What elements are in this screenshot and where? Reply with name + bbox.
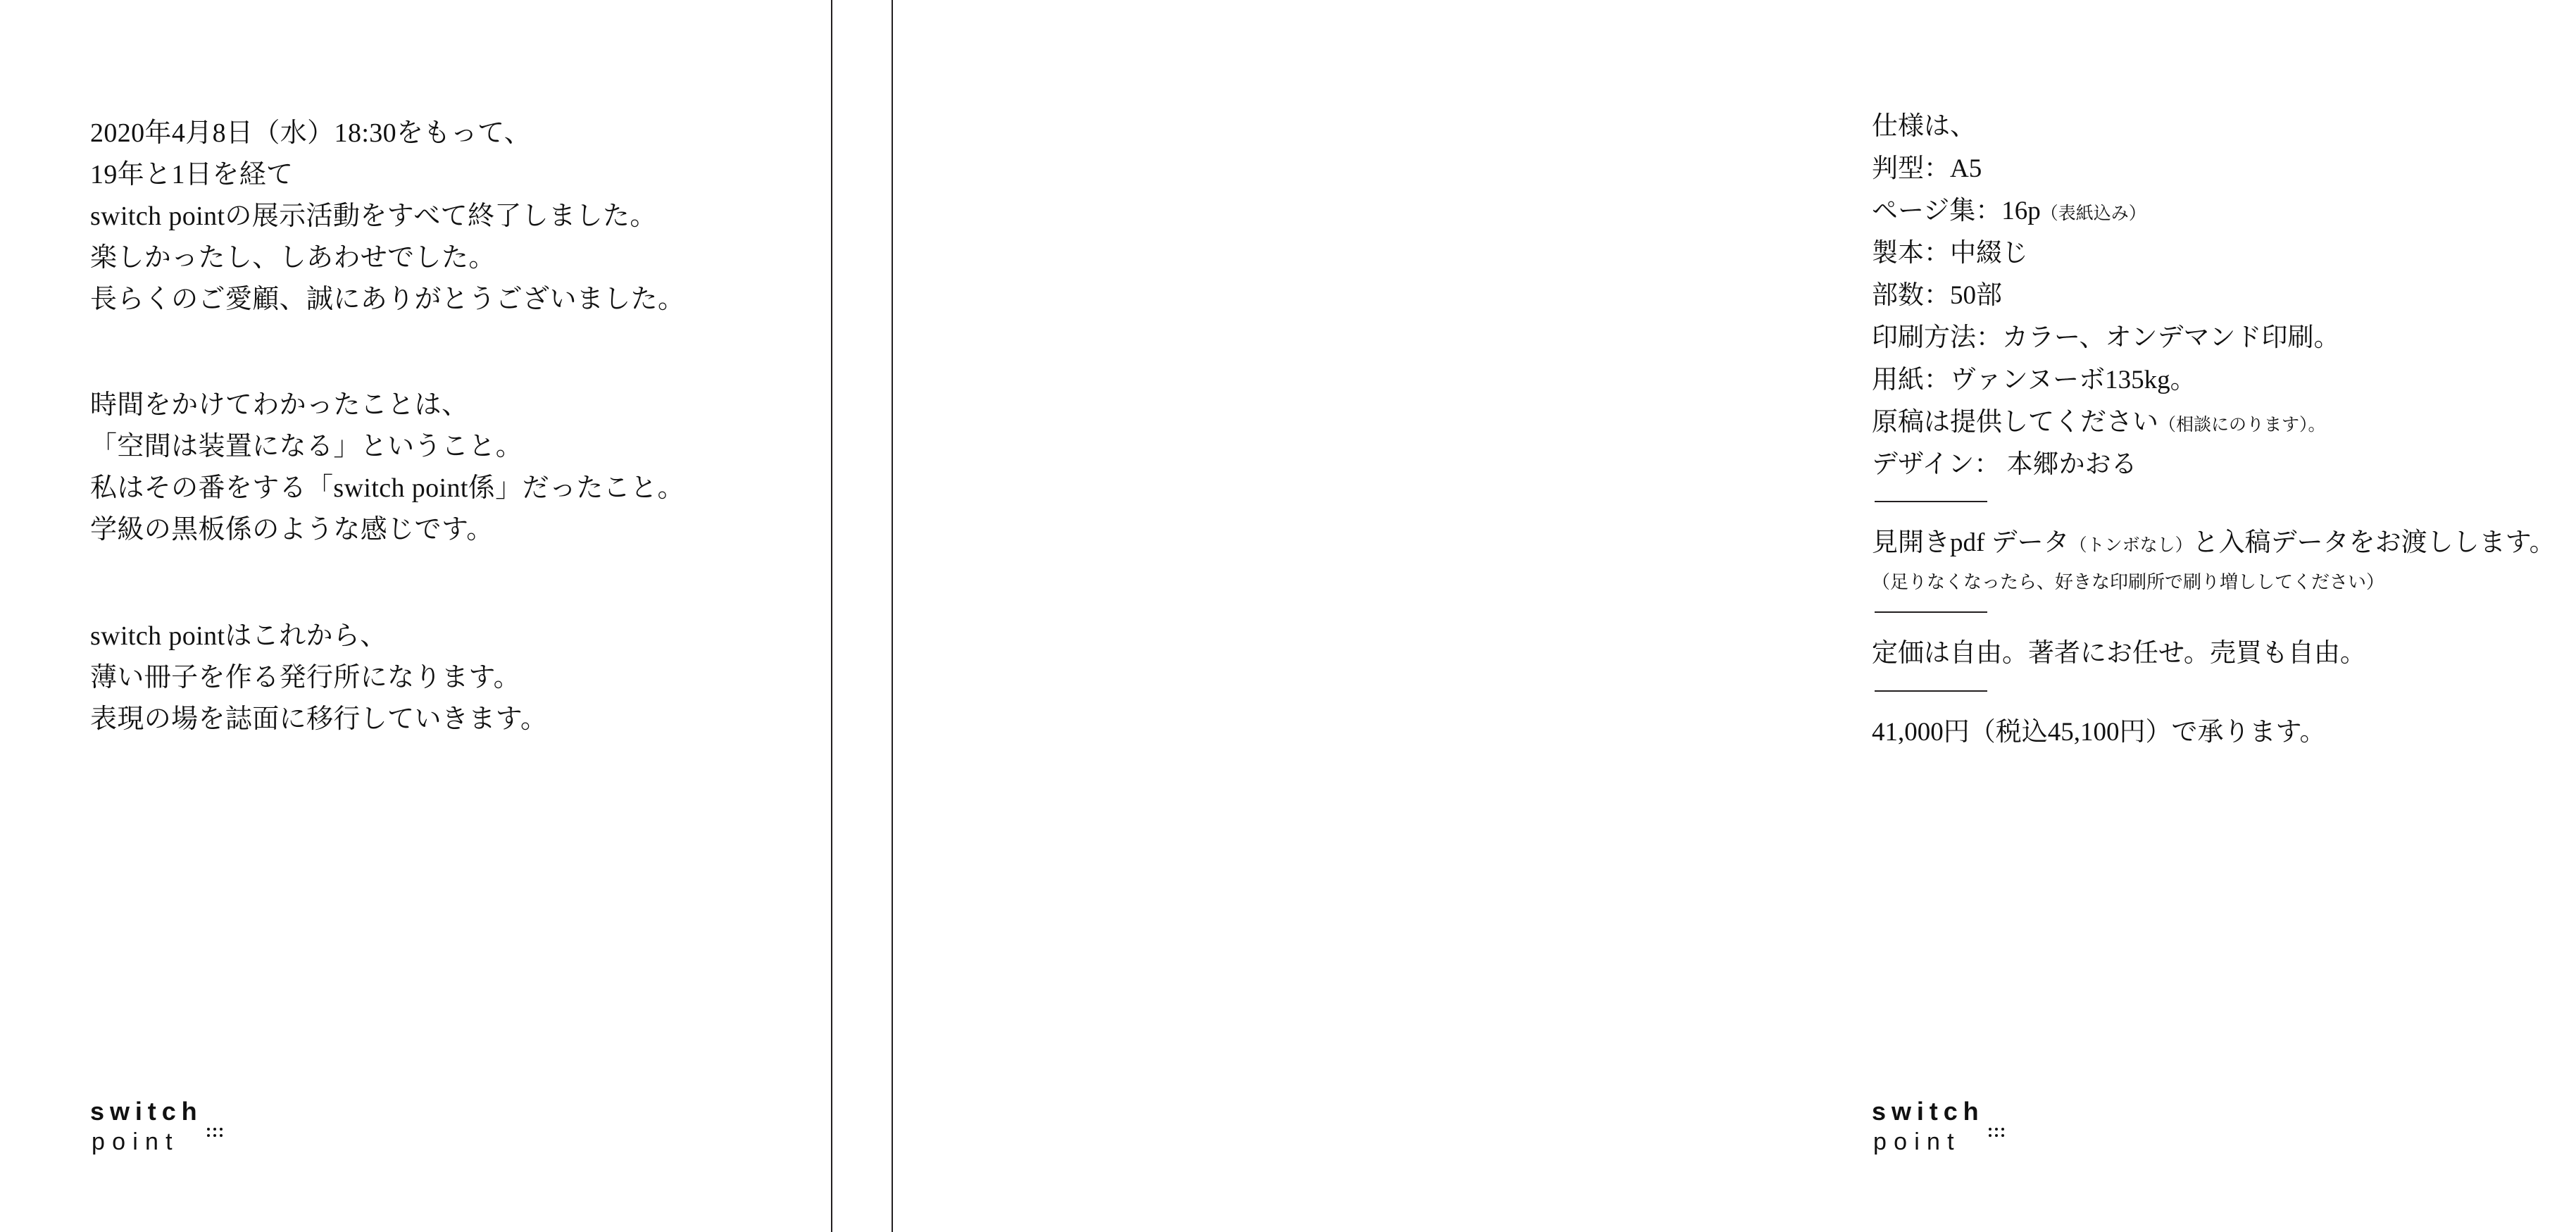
logo-switch-point-left [90, 1097, 203, 1156]
divider-rule-1 [1875, 501, 1987, 502]
spec-item-text: デザイン： 本郷かおる [1872, 449, 2137, 479]
logo-top-word: switch [1872, 1096, 1984, 1126]
text-line: 私はその番をする「switch point係」だったこと。 [90, 473, 684, 504]
text-line: 長らくのご愛顧、誠にありがとうございました。 [90, 284, 685, 314]
spec-item-manuscript [1872, 402, 2576, 444]
text-line: 学級の黒板係のような感じです。 [90, 515, 494, 545]
delivery-text-b: と入稿データをお渡しします。 [2192, 528, 2556, 558]
price-total: 41,000円（税込45,100円）で承ります。 [1872, 718, 2326, 747]
spec-item-text: 原稿は提供してください [1872, 407, 2158, 437]
text-line: 楽しかったし、しあわせでした。 [90, 242, 496, 273]
text-line: 19年と1日を経て [90, 159, 294, 189]
spec-intro: 仕様は、 [1872, 112, 1976, 141]
logo-bottom-word: point [92, 1128, 180, 1155]
spec-item-paper [1872, 359, 2576, 402]
left-page [0, 0, 832, 1232]
delivery-note: （足りなくなったら、好きな印刷所で刷り増ししてください） [1872, 572, 2385, 593]
spec-item-binding [1872, 232, 2576, 275]
delivery-text-a: 見開きpdf データ [1872, 528, 2070, 558]
text-line: switch pointの展示活動をすべて終了しました。 [90, 201, 657, 231]
delivery-block [1872, 522, 2576, 596]
spec-item-note: （相談にのります）。 [2158, 415, 2326, 435]
paragraph-reflection [90, 385, 766, 551]
spec-item-text: 部数：50部 [1872, 280, 2002, 310]
spec-item-quantity [1872, 275, 2576, 317]
paragraph-closing-announcement [90, 113, 766, 320]
paragraph-future-plan [90, 616, 766, 740]
spec-item-printing [1872, 317, 2576, 359]
text-line: 「空間は装置になる」ということ。 [90, 432, 523, 462]
spec-item-text: 用紙：ヴァンヌーボ135kg。 [1872, 365, 2196, 394]
right-page [892, 0, 2556, 1232]
logo-switch-point-right [1872, 1097, 1984, 1156]
spec-item-text: ページ集：16p [1872, 196, 2041, 225]
spec-item-design [1872, 444, 2576, 486]
text-line: 表現の場を誌面に移行していきます。 [90, 704, 548, 734]
logo-dots-icon [207, 1128, 227, 1147]
divider-rule-2 [1875, 611, 1987, 613]
spec-item-format [1872, 148, 2576, 190]
logo-bottom-word: point [1873, 1128, 1961, 1155]
right-page-body [1872, 106, 2576, 754]
logo-dots-icon [1989, 1128, 2008, 1147]
text-line: 2020年4月8日（水）18:30をもって、 [90, 118, 532, 148]
spec-item-text: 印刷方法：カラー、オンデマンド印刷。 [1872, 323, 2340, 352]
text-line: 時間をかけてわかったことは、 [90, 390, 469, 421]
spec-item-note: （表紙込み） [2040, 204, 2146, 223]
spec-item-text: 判型：A5 [1872, 154, 1982, 183]
divider-rule-3 [1875, 690, 1987, 692]
text-line: 薄い冊子を作る発行所になります。 [90, 662, 521, 692]
logo-top-word: switch [90, 1096, 203, 1126]
delivery-note-inline: （トンボなし） [2069, 536, 2193, 556]
spec-item-pages [1872, 190, 2576, 232]
left-page-body [90, 113, 766, 740]
delivery-line [1872, 522, 2576, 564]
text-line: switch pointはこれから、 [90, 621, 387, 652]
spec-item-text: 製本：中綴じ [1872, 238, 2028, 268]
price-policy: 定価は自由。著者にお任せ。売買も自由。 [1872, 639, 2366, 668]
